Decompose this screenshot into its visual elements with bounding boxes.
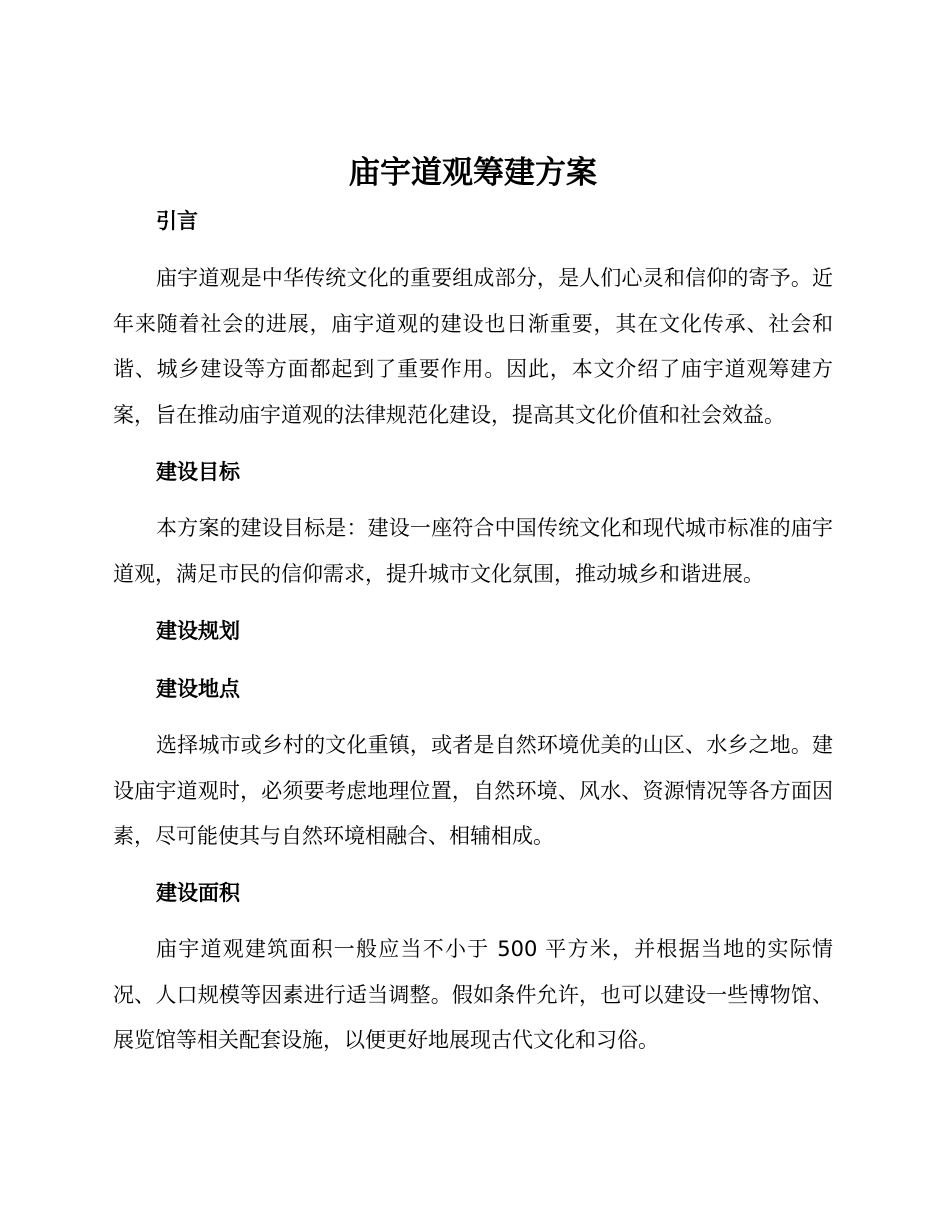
section-heading-intro: 引言 — [156, 209, 198, 233]
section-heading-plan: 建设规划 — [156, 619, 240, 643]
paragraph-intro: 庙宇道观是中华传统文化的重要组成部分，是人们心灵和信仰的寄予。近年来随着社会的进展，庙宇道观的建设也日渐重要，其在文化传承、社会和谐、城乡建设等方面都起到了重要作用。因此，本文介绍了庙宇道观筹建方案，旨在推动庙宇道观的法律规范化建设，提高其文化价值和社会效益。 — [113, 266, 833, 427]
document-title: 庙宇道观筹建方案 — [349, 155, 597, 191]
paragraph-area: 庙宇道观建筑面积一般应当不小于 500 平方米，并根据当地的实际情况、人口规模等因素进行适当调整。假如条件允许，也可以建设一些博物馆、展览馆等相关配套设施，以便更好地展现古代文化和习俗。 — [113, 937, 833, 1052]
paragraph-site: 选择城市或乡村的文化重镇，或者是自然环境优美的山区、水乡之地。建设庙宇道观时，必须要考虑地理位置，自然环境、风水、资源情况等各方面因素，尽可能使其与自然环境相融合、相辅相成。 — [113, 733, 833, 848]
section-heading-goal: 建设目标 — [156, 460, 240, 484]
section-heading-site: 建设地点 — [156, 677, 240, 701]
paragraph-goal: 本方案的建设目标是：建设一座符合中国传统文化和现代城市标准的庙宇道观，满足市民的信仰需求，提升城市文化氛围，推动城乡和谐进展。 — [113, 516, 833, 586]
section-heading-area: 建设面积 — [156, 881, 240, 905]
